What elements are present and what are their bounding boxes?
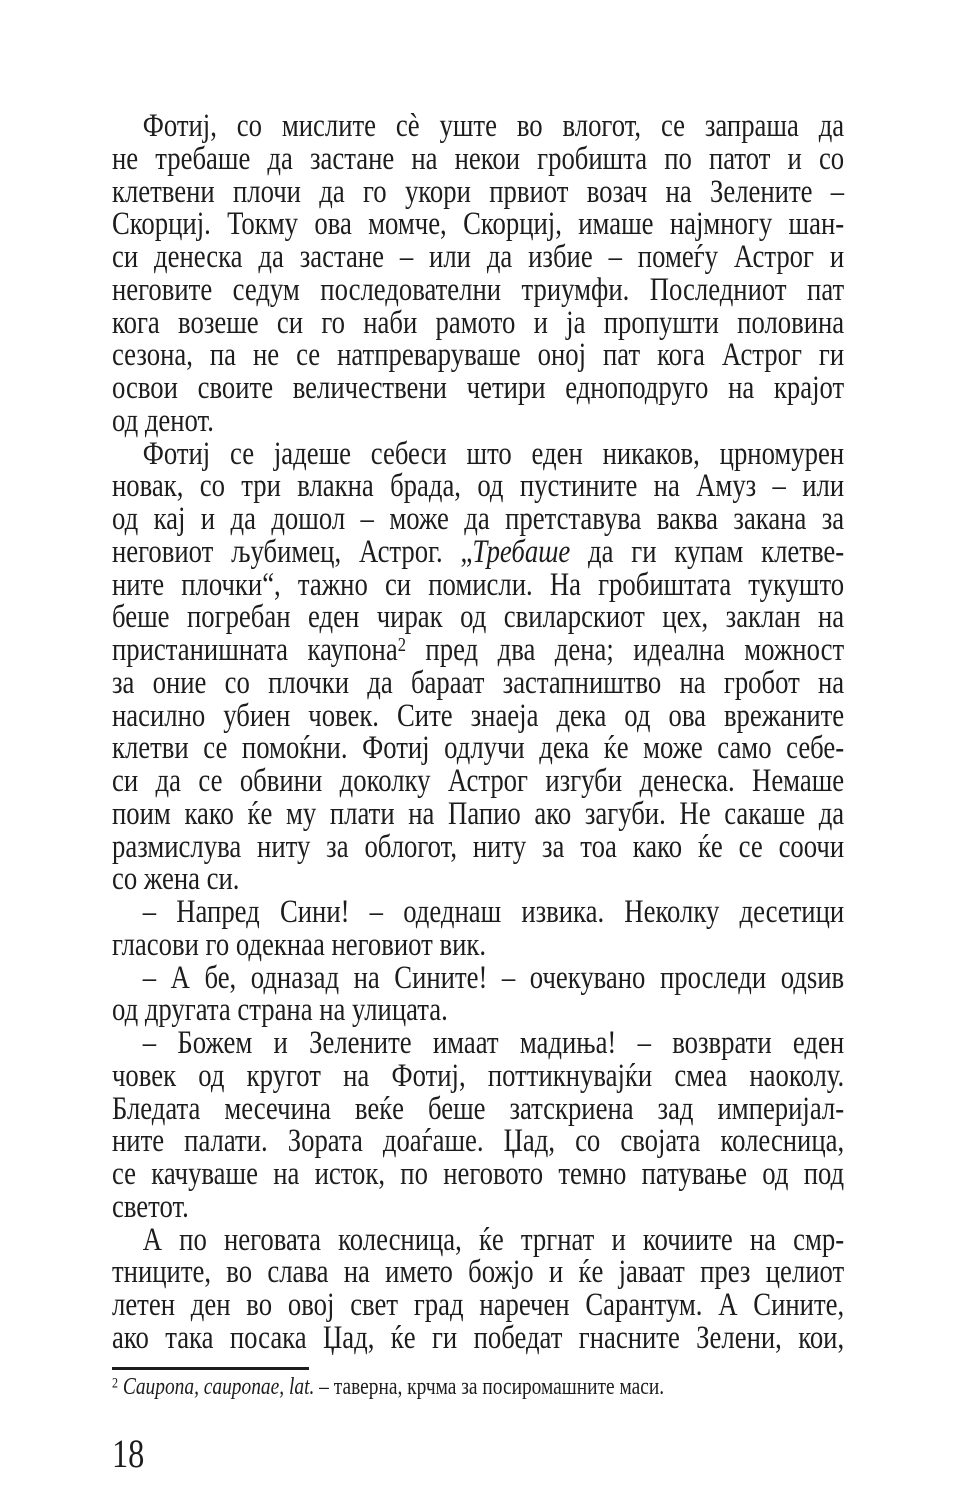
text-segment: клетви се помоќни. Фотиј одлучи дека ќе може само себе- [112,730,845,767]
text-segment: неговиот љубимец, Астрог. „ [112,533,473,570]
text-segment: А по неговата колесница, ќе тргнат и кочиите на смр- [142,1221,845,1258]
text-segment: неговите седум последователни триумфи. Последниот пат [112,271,845,308]
text-segment: со жена си. [112,861,240,898]
text-line [112,697,845,734]
text-line [112,241,844,274]
text-line [112,959,845,996]
text-segment: беше погребан еден чирак од свиларскиот цех, заклан на [112,599,845,636]
text-segment: ните плочки“, тажно си помисли. На гробиштата тукушто [112,566,845,603]
footnote [112,1374,844,1401]
text-line [112,863,844,896]
text-line [112,1319,845,1356]
text-segment: Бледата месечина веќе беше затскриена зад империјал- [112,1090,845,1127]
text-segment: тниците, во слава на името божјо и ќе јаваат през целиот [112,1254,845,1291]
text-segment: од другата страна на улицата. [112,992,448,1029]
text-line [112,664,845,701]
text-line [112,828,845,865]
paragraph [112,959,845,1029]
text-line [112,1158,844,1191]
text-line [112,470,844,503]
text-line [112,896,844,929]
text-line [112,503,844,536]
paragraph [112,110,844,438]
text-line [112,566,845,603]
text-segment: – Напред Сини! – одеднаш извика. Неколку десетици [142,894,845,930]
text-line [112,1289,844,1322]
text-segment: – таверна, крчма за посиромашните маси. [314,1374,665,1400]
text-line [112,208,844,241]
body-text [112,110,844,1355]
text-segment: освои своите величествени четири едноподруго на крајот [112,370,845,406]
italic-text: Требаше [472,533,571,570]
text-segment: светот. [112,1188,189,1225]
text-line [112,1027,844,1060]
text-line [112,110,844,143]
text-segment: размислува ниту за облогот, ниту за тоа како ќе се соочи [112,828,845,865]
text-line [112,271,845,308]
text-line [112,435,845,472]
text-segment: од кај и да дошол – може да претставува ваква закана за [112,501,845,537]
superscript-footnote-marker: 2 [112,1375,119,1392]
text-line [112,732,844,765]
footnote-separator-rule [112,1367,309,1370]
italic-text: Caupona, cauponae, lat. [122,1374,315,1400]
text-line [112,1221,845,1258]
text-line [112,1188,844,1225]
text-segment: ако така посака Џад, ќе ги победат гнасните Зелени, кои, [112,1319,845,1356]
text-line [112,1256,844,1289]
text-segment: – Божем и Зелените имаат мадиња! – возврати еден [142,1025,845,1061]
text-line [112,372,844,405]
text-segment: не требаше да застане на некои гробишта по патот и со [112,140,845,177]
text-segment: се качуваше на исток, по неговото темно патување од под [112,1156,845,1192]
text-line [112,339,844,372]
paragraph [112,435,845,898]
text-segment: Фотиј, со мислите сè уште во влогот, се запраша да [142,108,845,144]
text-segment: поим како ќе му плати на Папио ако загуби. Не сакаше да [112,795,845,832]
text-line [112,1057,845,1094]
text-line [112,1090,845,1127]
text-segment: Фотиј се јадеше себеси што еден никаков, црномурен [142,435,845,472]
text-line [112,634,844,667]
text-segment: новак, со три влакна брада, од пустините на Амуз – или [112,468,845,505]
text-segment: си денеска да застане – или да избие – помеѓу Астрог и [112,239,845,275]
text-line [112,304,845,341]
text-segment: – А бе, одназад на Сините! – очекувано проследи одѕив [142,959,845,996]
text-segment: ните палати. Зората доаѓаше. Џад, со својата колесница, [112,1123,845,1160]
text-segment: гласови го одекнаа неговиот вик. [112,926,487,963]
paragraph [112,896,844,962]
text-segment: да ги купам клетве- [570,533,845,570]
text-segment: летен ден во овој свет град наречен Сарантум. А Сините, [112,1287,845,1323]
superscript-footnote-marker: 2 [397,633,406,656]
text-line [112,795,845,832]
footnote-text [112,1374,844,1401]
text-line [112,140,845,177]
text-line [112,926,844,963]
paragraph [112,1027,844,1224]
text-line [112,1125,844,1158]
text-segment: човек од кругот на Фотиј, поттикнувајќи смеа наоколу. [112,1057,845,1094]
text-line [112,994,844,1027]
text-line [112,765,844,798]
text-line [112,533,845,570]
text-line [112,601,844,634]
text-segment: си да се обвини доколку Астрог изгуби денеска. Немаше [112,763,845,799]
text-segment: за оние со плочки да бараат застапништво на гробот на [112,664,845,701]
page-number: 18 [112,1431,145,1476]
text-segment: Скорциј. Токму ова момче, Скорциј, имаше најмногу шан- [112,206,845,243]
text-segment: пред два дена; идеална можност [405,632,845,668]
text-segment: насилно убиен човек. Сите знаеја дека од ова врежаните [112,697,845,734]
text-segment: сезона, па не се натпреваруваше оној пат кога Астрог ги [112,337,845,374]
text-segment: пристанишната каупона [112,632,398,668]
paragraph [112,1221,845,1356]
text-segment: клетвени плочи да го укори првиот возач на Зелените – [112,173,845,210]
text-line [112,402,844,439]
text-line [112,173,845,210]
text-segment: од денот. [112,402,214,439]
text-segment: кога возеше си го наби рамото и ја пропушти половина [112,304,845,341]
